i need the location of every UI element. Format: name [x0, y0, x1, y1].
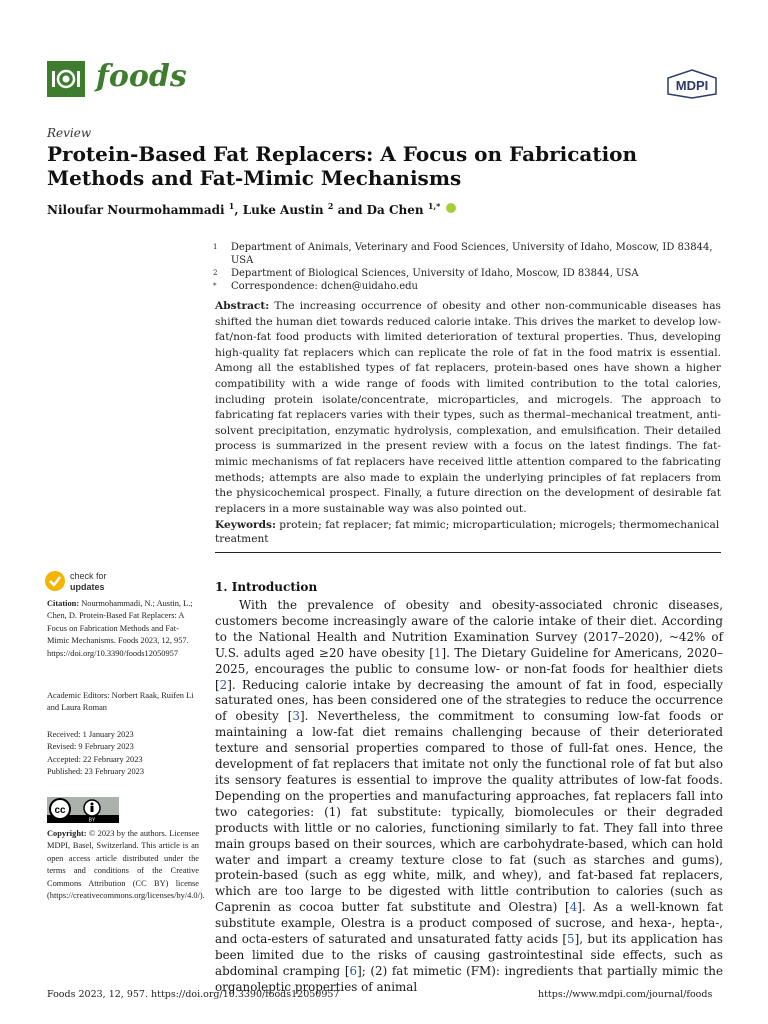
cc-by-license-icon[interactable] — [47, 797, 119, 823]
orcid-icon[interactable] — [446, 203, 456, 213]
dates: Received: 1 January 2023 Revised: 9 February 2023 Accepted: 22 February 2023 Published: 23 February 2023 — [47, 730, 145, 777]
author-list: Niloufar Nourmohammadi $^1$, Luke Austin $^2$ and Da Chen $^{1,*}$ — [47, 201, 456, 217]
affiliation: 2 Department of Biological Sciences, University of Idaho, Moscow, ID 83844, USA — [213, 268, 639, 279]
affiliation: * Correspondence: dchen@uidaho.edu — [213, 281, 418, 292]
footer-citation: Foods 2023, 12, 957. https://doi.org/10.3390/foods12050957 — [47, 989, 340, 1000]
keywords: Keywords: protein; fat replacer; fat mimic; microparticulation; microgels; thermomechanical treatment — [215, 519, 720, 545]
article-type: Review — [47, 126, 92, 140]
citation: Citation: Nourmohammadi, N.; Austin, L.; Chen, D. Protein-Based Fat Replacers: A Focus on Fabrication Methods and Fat-Mimic Mechanisms. Foods 2023, 12, 957. https://doi.org/10.3390/foods12050957 — [47, 599, 193, 658]
author-name: Da Chen — [366, 203, 424, 217]
article-title: Protein-Based Fat Replacers: A Focus on Fabrication Methods and Fat-Mimic Mechanisms — [47, 142, 638, 190]
svg-text:MDPI: MDPI — [675, 78, 709, 93]
svg-text:BY: BY — [88, 817, 96, 823]
footer-journal-link[interactable]: https://www.mdpi.com/journal/foods — [538, 989, 713, 1000]
author-name: Luke Austin — [242, 203, 324, 217]
svg-text:updates: updates — [70, 582, 105, 592]
abstract: Abstract: The increasing occurrence of obesity and other non-communicable diseases has shifted the human diet towards reduced calorie intake. This drives the market to develop low-fat/non-fat food products with limited deterioration of textural properties. Thus, developing high-quality fat replacers which can replicate the role of fat in the food matrix is essential. Among all the established types of fat replacers, protein-based ones have shown a higher compatibility with a wide range of foods with limited contribution to the total calories, including protein isolate/concentrate, microparticles, and microgels. The approach to fabricating fat replacers varies with their types, such as thermal–mechanical treatment, anti-solvent precipitation, enzymatic hydrolysis, complexation, and emulsification. Their detailed process is summarized in the present review with a focus on the latest findings. The fat-mimic mechanisms of fat replacers have received little attention compared to the fabricating methods; attempts are also made to explain the underlying principles of fat replacers from the physicochemical prospect. Finally, a future direction on the development of desirable fat replacers in a more sustainable way was also pointed out. — [215, 300, 721, 515]
svg-text:check for: check for — [70, 571, 107, 581]
copyright: Copyright: © 2023 by the authors. Licensee MDPI, Basel, Switzerland. This article is an open access article distributed under the terms and conditions of the Creative Commons Attribution (CC BY) license (https://creativecommons.org/licenses/by/4.0/). — [47, 829, 205, 901]
academic-editors: Academic Editors: Norbert Raak, Ruifen Li and Laura Roman — [47, 691, 194, 713]
introduction-text: With the prevalence of obesity and obesity-associated chronic diseases, customers become increasingly aware of the calorie intake of their diet. According to the National Health and Nutrition Examination Survey (2017–2020), ~42% of U.S. adults aged ≥20 have obesity [1]. The Dietary Guideline for Americans, 2020–2025, encourages the public to consume low- or non-fat foods for healthier diets [2]. Reducing calorie intake by decreasing the amount of fat in food, especially saturated ones, has been considered one of the strategies to reduce the occurrence of obesity [3]. Nevertheless, the commitment to consuming low-fat foods or maintaining a low-fat diet remains challenging because of their deteriorated texture and sensorial properties compared to those of full-fat ones. Hence, the development of fat replacers that imitate not only the functional role of fat but also its sensory features is essential to improve the quality attributes of low-fat foods. Depending on the properties and manufacturing approaches, fat replacers fall into two categories: (1) fat substitute: typically, biomolecules or their degraded products with little or no calories, functioning similarly to fat. They fall into three main groups based on their sources, which are carbohydrate-based, which can hold water and impart a creamy texture close to fat (such as starches and gums), protein-based (such as egg white, milk, and whey), and fat-based fat replacers, which are too large to be digested with little contribution to calories (such as Caprenin as cocoa butter fat substitute and Olestra) [4]. As a well-known fat substitute example, Olestra is a product composed of sucrose, and hexa-, hepta-, and octa-esters of saturated and unsaturated fatty acids [5], but its application has been limited due to the risks of causing gastrointestinal side effects, such as abdominal cramping [6]; (2) fat mimetic (FM): ingredients that partially mimic the organoleptic properties of animal — [215, 598, 724, 994]
section-title: 1. Introduction — [215, 580, 318, 594]
svg-text:cc: cc — [54, 805, 66, 816]
journal-name: foods — [96, 59, 187, 94]
foods-logo-icon — [47, 61, 85, 97]
affiliation: 1 Department of Animals, Veterinary and Food Sciences, University of Idaho, Moscow, ID 83844, USA — [213, 242, 713, 266]
mdpi-logo — [666, 69, 718, 99]
affiliations — [213, 241, 733, 293]
check-for-updates-button[interactable] — [44, 568, 144, 594]
author-name: Niloufar Nourmohammadi — [47, 203, 225, 217]
divider — [215, 552, 721, 553]
